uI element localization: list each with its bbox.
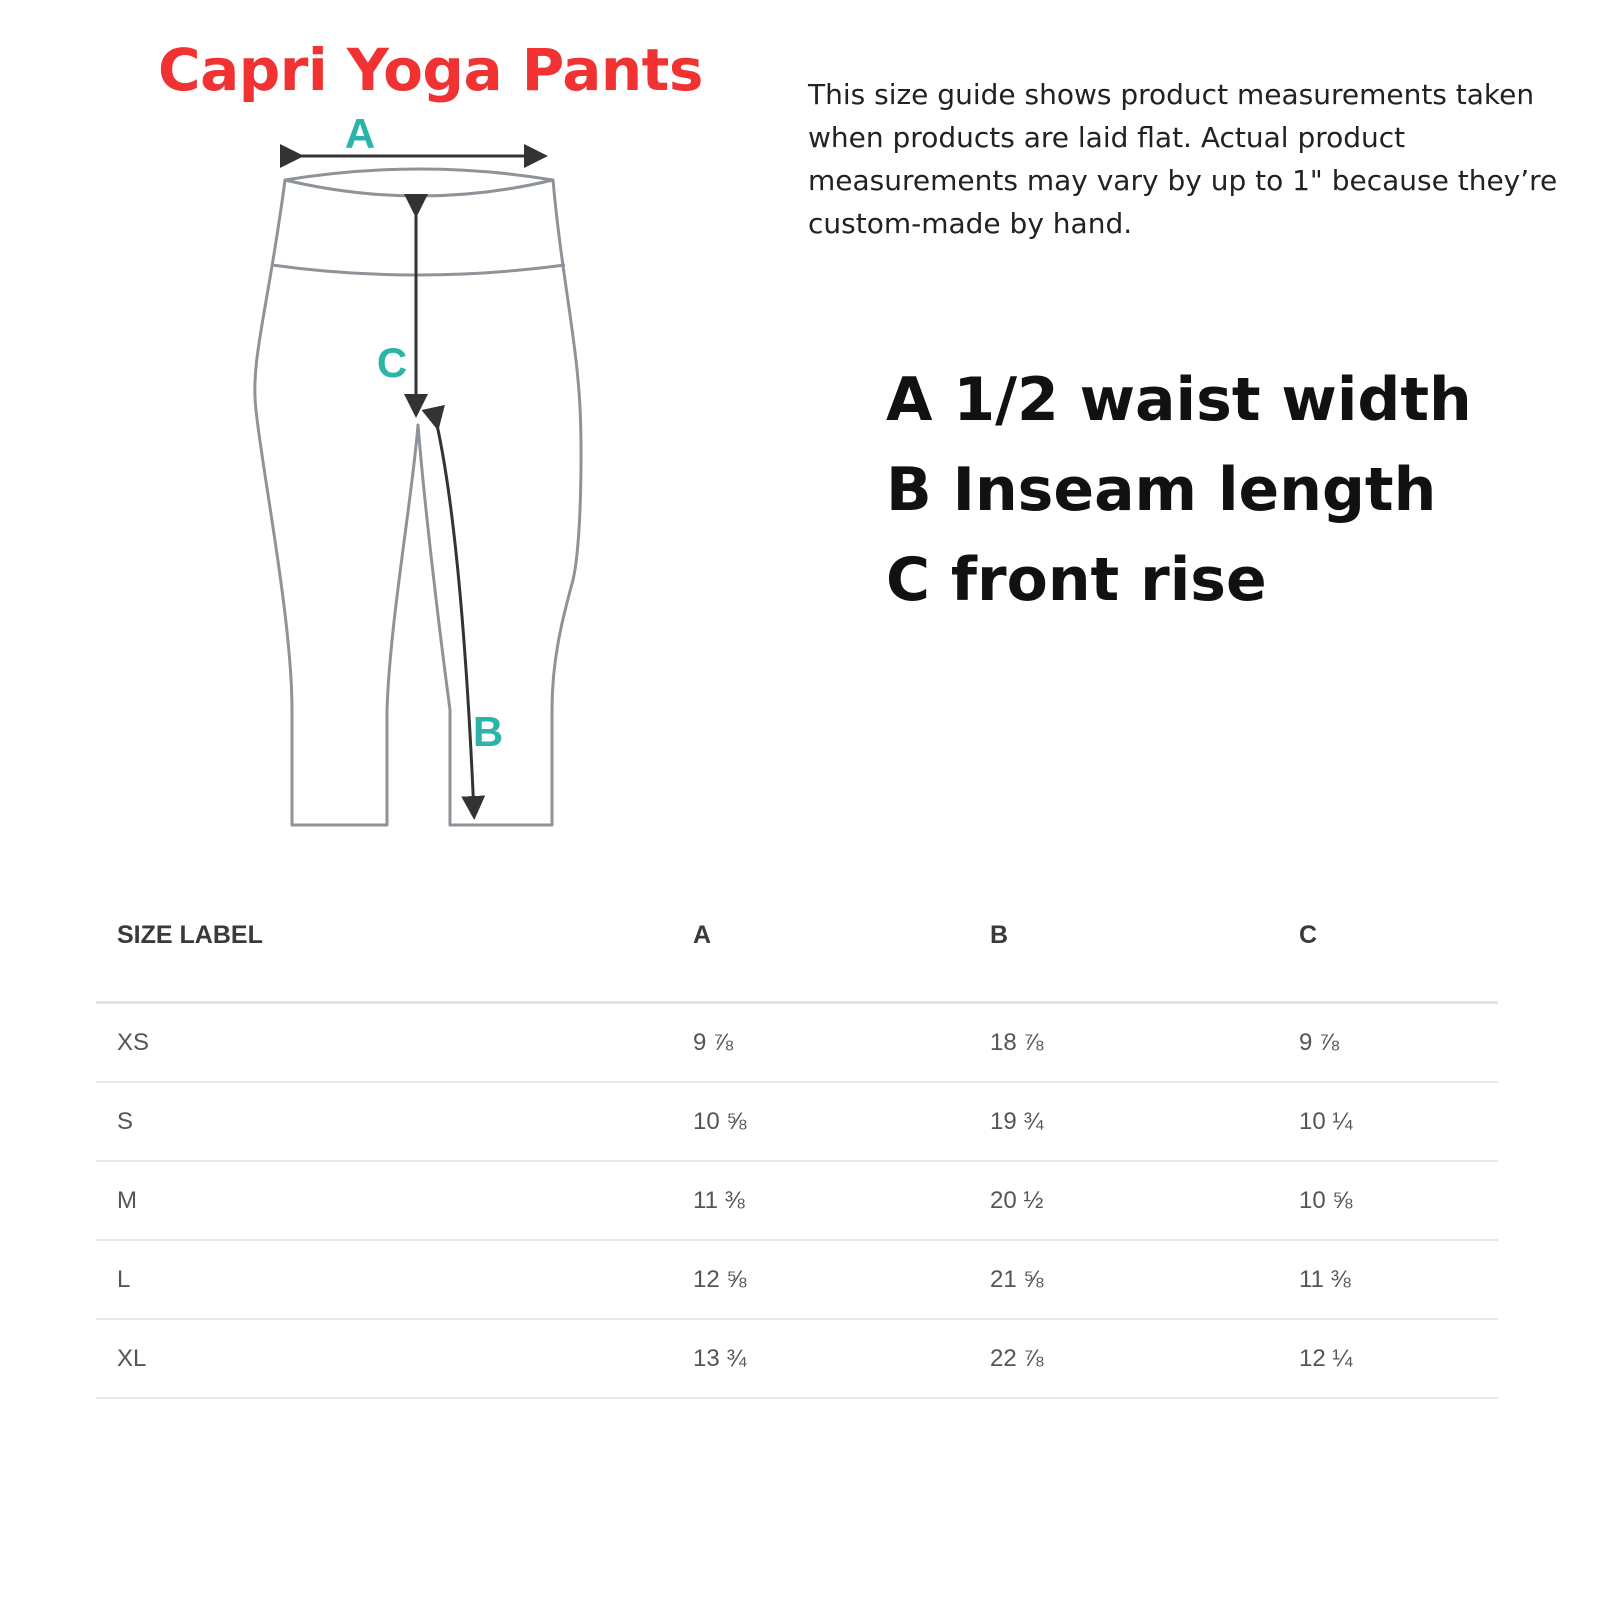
a-cell: 13 ¾ <box>672 1319 969 1398</box>
table-row <box>96 1240 1498 1319</box>
legend-item-c: C front rise <box>886 545 1267 615</box>
c-cell: 12 ¼ <box>1278 1319 1498 1398</box>
c-cell: 11 ⅜ <box>1278 1240 1498 1319</box>
label-a: A <box>344 110 376 157</box>
c-cell: 10 ⅝ <box>1278 1161 1498 1240</box>
column-header-c: C <box>1278 918 1498 1003</box>
size-guide-description: This size guide shows product measurements taken when products are laid flat. Actual product measurements may vary by up to 1" because they’re custom-made by hand. <box>808 78 1558 240</box>
size-cell: L <box>96 1240 672 1319</box>
table-row <box>96 1319 1498 1398</box>
column-header-size-label: SIZE LABEL <box>96 918 672 1003</box>
c-cell: 9 ⅞ <box>1278 1003 1498 1083</box>
a-cell: 12 ⅝ <box>672 1240 969 1319</box>
arrow-b <box>437 425 474 814</box>
column-header-b: B <box>969 918 1278 1003</box>
measurement-arrows <box>298 156 542 814</box>
size-table <box>96 918 1498 1399</box>
legend-item-b: B Inseam length <box>886 455 1437 525</box>
a-cell: 11 ⅜ <box>672 1161 969 1240</box>
pants-diagram <box>240 100 620 860</box>
b-cell: 18 ⅞ <box>969 1003 1278 1083</box>
size-cell: XS <box>96 1003 672 1083</box>
table-row <box>96 1161 1498 1240</box>
label-c: C <box>376 339 408 386</box>
b-cell: 22 ⅞ <box>969 1319 1278 1398</box>
size-cell: S <box>96 1082 672 1161</box>
a-cell: 9 ⅞ <box>672 1003 969 1083</box>
page-title: Capri Yoga Pants <box>158 36 703 104</box>
b-cell: 21 ⅝ <box>969 1240 1278 1319</box>
pants-outline <box>255 169 581 825</box>
b-cell: 20 ½ <box>969 1161 1278 1240</box>
b-cell: 19 ¾ <box>969 1082 1278 1161</box>
table-row <box>96 1082 1498 1161</box>
legend-item-a: A 1/2 waist width <box>886 365 1472 435</box>
label-b: B <box>472 708 504 755</box>
size-cell: XL <box>96 1319 672 1398</box>
table-row <box>96 1003 1498 1083</box>
size-cell: M <box>96 1161 672 1240</box>
column-header-a: A <box>672 918 969 1003</box>
table-header-row <box>96 918 1498 1003</box>
a-cell: 10 ⅝ <box>672 1082 969 1161</box>
c-cell: 10 ¼ <box>1278 1082 1498 1161</box>
measurement-legend <box>886 355 1472 625</box>
